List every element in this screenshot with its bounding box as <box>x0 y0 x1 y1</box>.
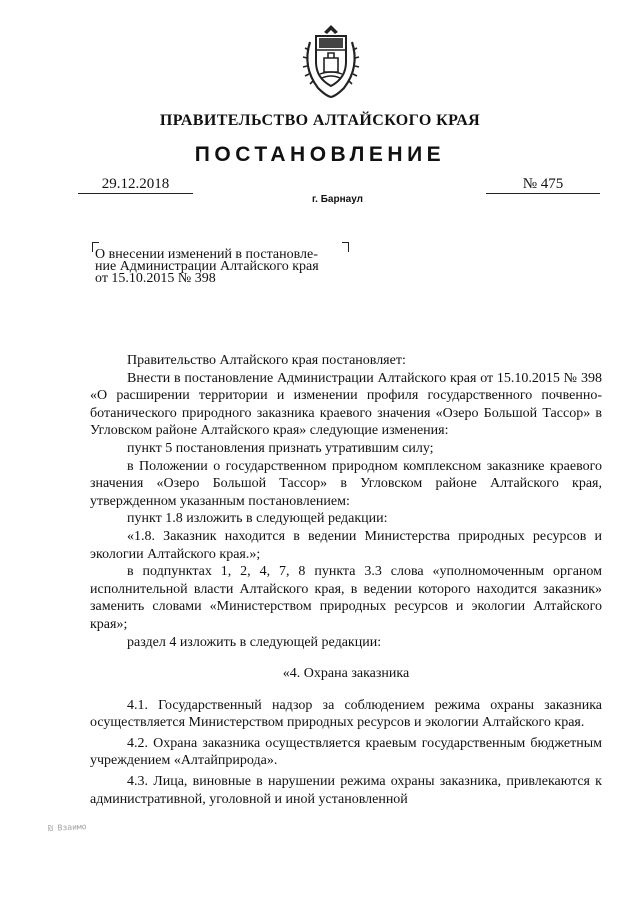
subject-line: ние Администрации Алтайского края <box>95 259 319 274</box>
body-paragraph: Внести в постановление Администрации Алтайского края от 15.10.2015 № 398 «О расширении территории и изменении профиля государственного почвенно-ботанического природного заказника краевого значения «Озеро Большой Тассор» в Угловском районе Алтайского края» следующие изменения: <box>90 370 602 439</box>
section-paragraph: 4.1. Государственный надзор за соблюдением режима охраны заказника осуществляется Министерством природных ресурсов и экологии Алтайского края. <box>90 697 602 731</box>
document-number: № 475 <box>486 176 600 194</box>
body-paragraph: в подпунктах 1, 2, 4, 7, 8 пункта 3.3 слова «уполномоченным органом исполнительной власти Алтайского края, в ведении которого находится заказник» заменить словами «Министерством природных ресурсов и экологии Алтайского края»; <box>90 564 602 632</box>
body-paragraph: Правительство Алтайского края постановляет: <box>127 353 406 368</box>
body-paragraph: «1.8. Заказник находится в ведении Министерства природных ресурсов и экологии Алтайского края.»; <box>90 528 602 562</box>
section-paragraph: 4.2. Охрана заказника осуществляется краевым государственным бюджетным учреждением «Алтайприрода». <box>90 735 602 769</box>
subject-line: О внесении изменений в постановле- <box>95 247 318 262</box>
body-paragraph: в Положении о государственном природном комплексном заказнике краевого значения «Озеро Большой Тассор» в Угловском районе Алтайского края, утвержденном указанным постановлением: <box>90 458 602 509</box>
body-paragraph: пункт 1.8 изложить в следующей редакции: <box>127 511 388 527</box>
section-heading: «4. Охрана заказника <box>282 666 410 682</box>
document-date: 29.12.2018 <box>78 176 193 194</box>
document-body <box>90 352 602 808</box>
document-subject <box>95 249 355 285</box>
body-paragraph: раздел 4 изложить в следующей редакции: <box>127 634 382 650</box>
section-paragraph: 4.3. Лица, виновные в нарушении режима охраны заказника, привлекаются к административной, уголовной и иной установленной <box>90 774 602 807</box>
organization-title: ПРАВИТЕЛЬСТВО АЛТАЙСКОГО КРАЯ <box>159 112 481 129</box>
document-type-title: ПОСТАНОВЛЕНИЕ <box>194 143 446 166</box>
coat-of-arms-emblem <box>300 22 362 100</box>
subject-line: от 15.10.2015 № 398 <box>95 271 216 286</box>
document-city: г. Барнаул <box>312 194 363 205</box>
margin-stamp: ₪ Взаимо <box>47 821 87 834</box>
body-paragraph: пункт 5 постановления признать утратившим силу; <box>127 440 434 456</box>
